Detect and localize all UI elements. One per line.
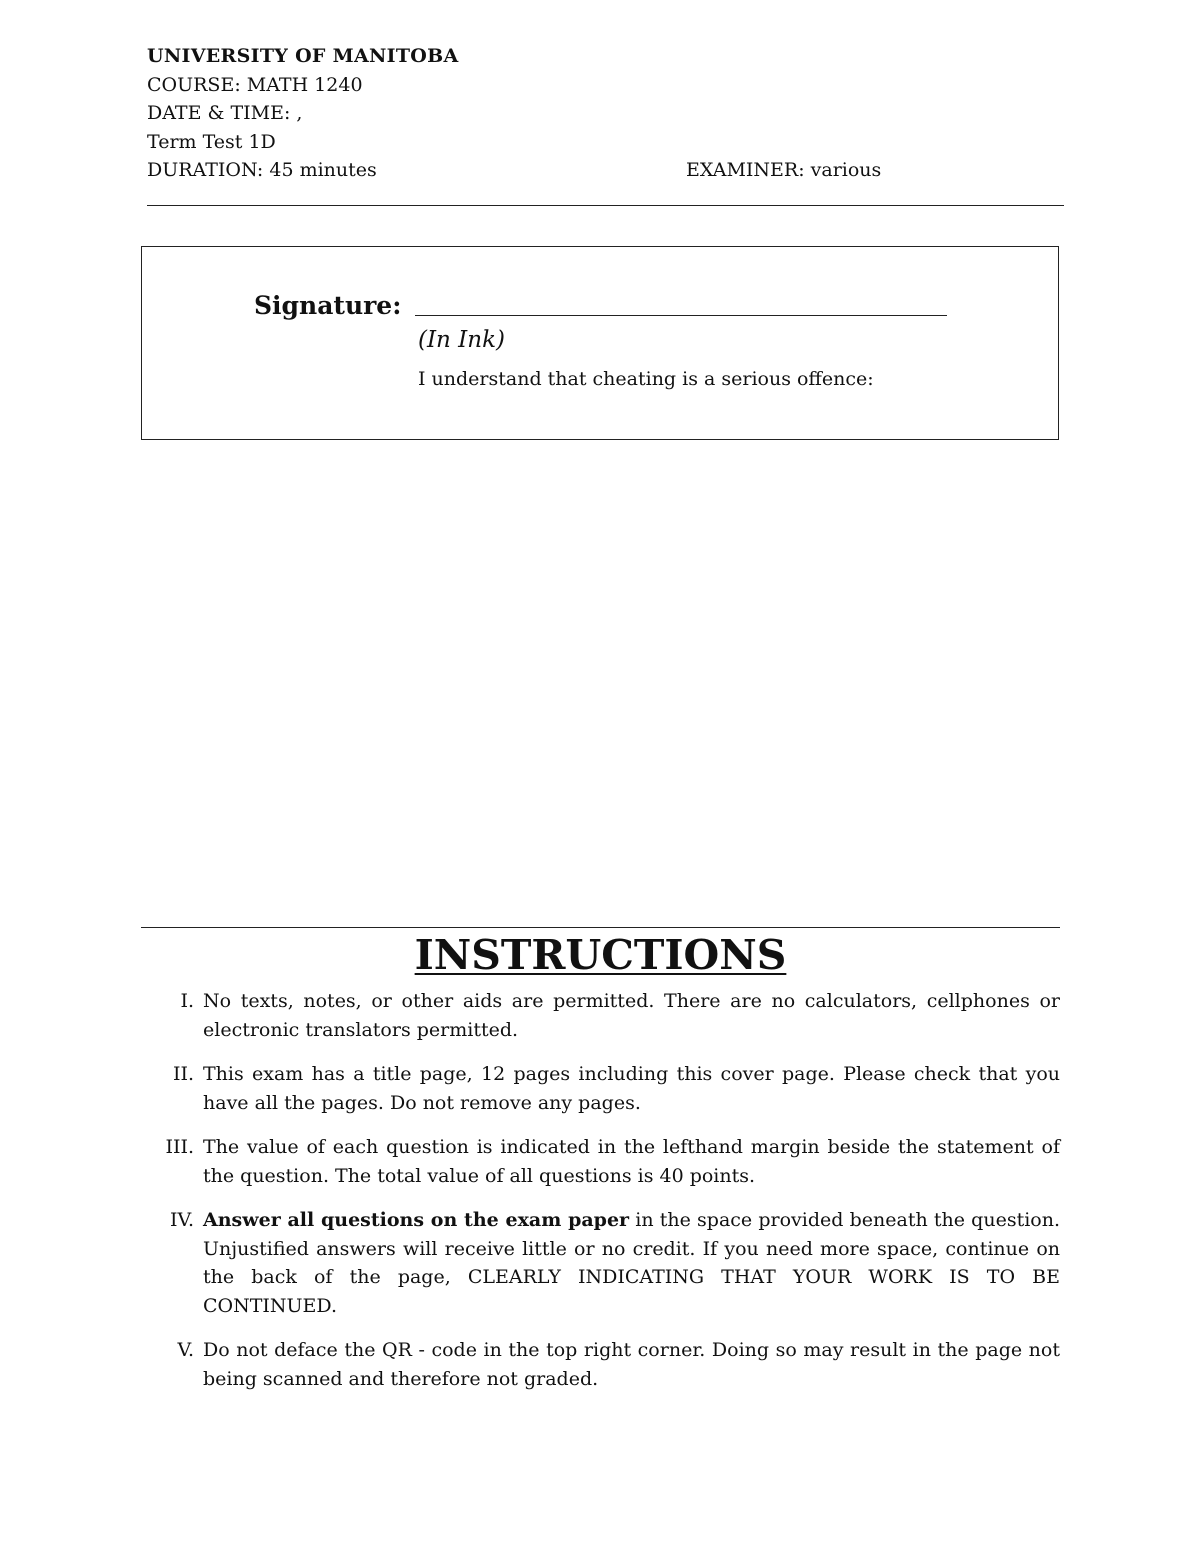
instruction-number: II.	[172, 1063, 194, 1085]
instruction-item	[150, 987, 1060, 1044]
examiner-line: EXAMINER: various	[686, 159, 882, 182]
instruction-text	[194, 1060, 1060, 1117]
duration-line: DURATION: 45 minutes	[147, 159, 377, 182]
date-time-line: DATE & TIME: ,	[147, 102, 303, 125]
instruction-item	[150, 1206, 1060, 1320]
instruction-text	[194, 1206, 1060, 1320]
test-name-line: Term Test 1D	[147, 130, 276, 153]
instruction-item	[150, 1336, 1060, 1393]
instruction-text	[194, 987, 1060, 1044]
instruction-text-body: Do not deface the QR - code in the top right corner. Doing so may result in the page not being scanned and therefore not graded.	[203, 1339, 1060, 1390]
instruction-bold-text: Answer all questions on the exam paper	[203, 1209, 630, 1231]
instructions-title-text: INSTRUCTIONS	[414, 931, 787, 979]
cheating-statement: I understand that cheating is a serious offence:	[418, 368, 874, 390]
ink-note: (In Ink)	[418, 327, 505, 353]
instruction-text-body: The value of each question is indicated in the lefthand margin beside the statement of the question. The total value of all questions is 40 points.	[203, 1136, 1060, 1187]
signature-line	[415, 315, 947, 316]
signature-box	[141, 246, 1059, 440]
instruction-text-body: This exam has a title page, 12 pages including this cover page. Please check that you have all the pages. Do not remove any pages.	[203, 1063, 1060, 1114]
header-divider	[147, 205, 1064, 206]
instruction-text-body: No texts, notes, or other aids are permitted. There are no calculators, cellphones or electronic translators permitted.	[203, 990, 1060, 1041]
university-name: UNIVERSITY OF MANITOBA	[147, 45, 459, 67]
instructions-list	[150, 987, 1060, 1409]
instruction-text	[194, 1336, 1060, 1393]
instruction-text-body: in the space provided beneath the question. Unjustified answers will receive little or no credit. If you need more space, continue on the back of the page, CLEARLY INDICATING THAT YOUR WORK IS TO BE CONTINUED.	[203, 1209, 1061, 1317]
instruction-number: IV.	[170, 1209, 194, 1231]
signature-label: Signature:	[254, 291, 402, 320]
instruction-number: III.	[165, 1136, 194, 1158]
course-line: COURSE: MATH 1240	[147, 73, 363, 96]
instruction-number: V.	[177, 1339, 194, 1361]
instruction-text	[194, 1133, 1060, 1190]
instruction-item	[150, 1060, 1060, 1117]
instructions-title	[141, 928, 1060, 982]
instruction-item	[150, 1133, 1060, 1190]
exam-header	[147, 42, 1064, 185]
duration-row	[147, 156, 1064, 185]
instruction-number: I.	[180, 990, 194, 1012]
